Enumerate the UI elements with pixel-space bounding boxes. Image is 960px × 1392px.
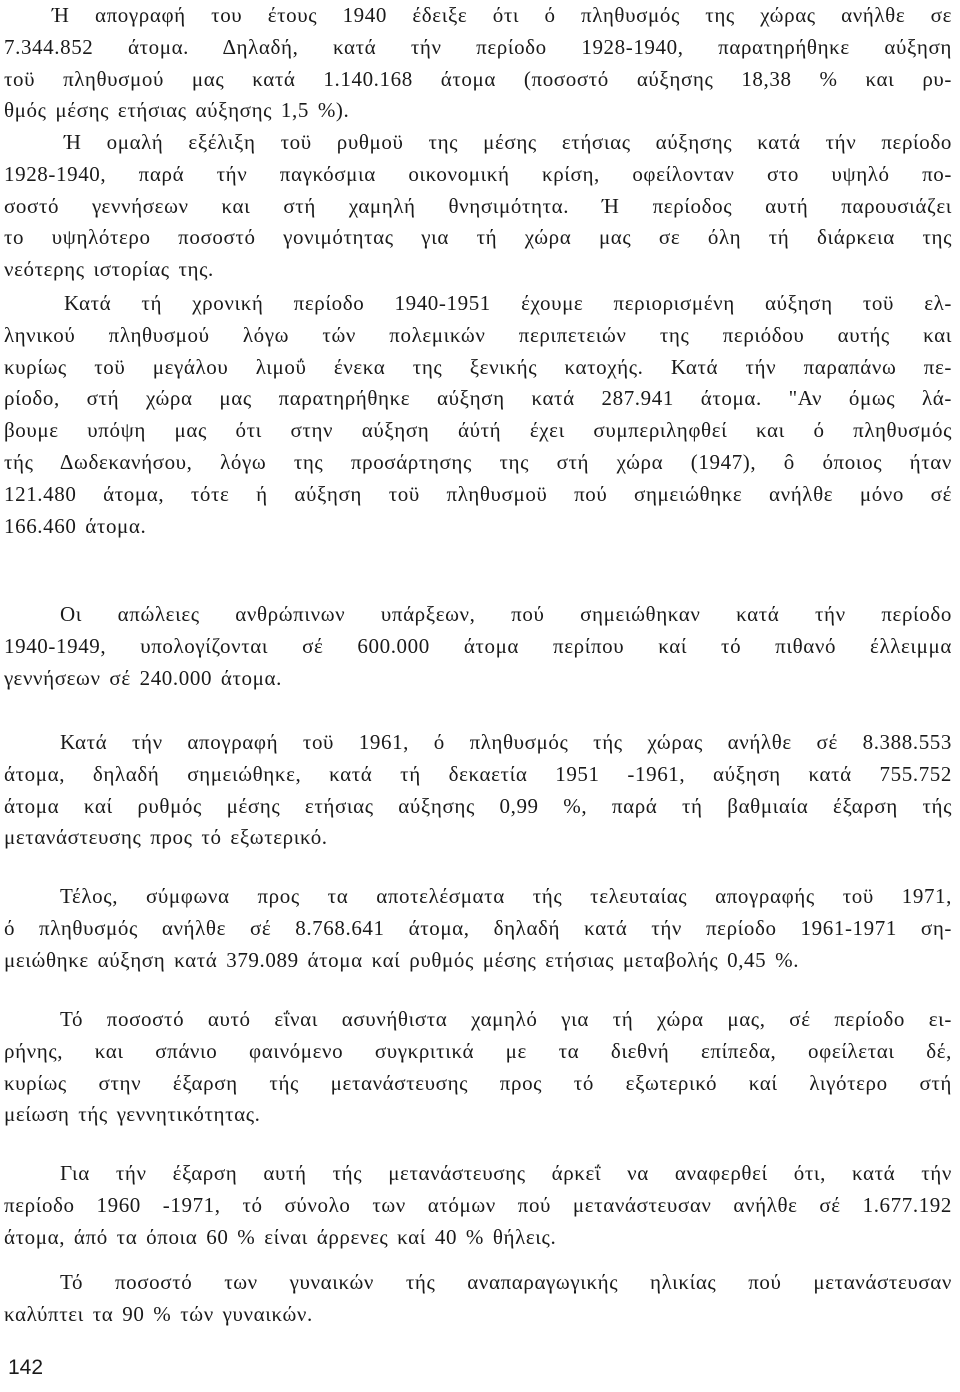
text-line: άτομα, άπό τα όποια 60 % είναι άρρενες καί 40 % θήλεις.: [4, 1224, 557, 1249]
text-line: ληνικού πληθυσμού λόγω τών πολεμικών περιπετειών της περιόδου αυτής και: [4, 322, 952, 347]
text-line: Τέλος, σύμφωνα προς τα αποτελέσματα τής τελευταίας απογραφής τοϋ 1971,: [60, 884, 952, 908]
text-line: Τό ποσοστό των γυναικών τής αναπαραγωγικής ηλικίας πού μετανάστευσαν: [60, 1270, 952, 1294]
text-line: τοϋ πληθυσμού μας κατά 1.140.168 άτομα (ποσοστό αύξησης 18,38 % και ρυ-: [4, 66, 952, 91]
paragraph: [4, 1004, 952, 1131]
text-line: Τό ποσοστό αυτό εΐναι ασυνήθιστα χαμηλό για τή χώρα μας, σέ περίοδο ει-: [60, 1007, 952, 1031]
text-line: Ή ομαλή εξέλιξη τοϋ ρυθμοϋ της μέσης ετήσιας αύξησης κατά τήν περίοδο: [64, 130, 952, 154]
text-line: 1928-1940, παρά τήν παγκόσμια οικονομική κρίση, οφείλονταν στο υψηλό πο-: [4, 161, 952, 186]
text-line: Κατά τήν απογραφή τοϋ 1961, ό πληθυσμός τής χώρας ανήλθε σέ 8.388.553: [60, 730, 952, 754]
paragraph: [4, 881, 952, 976]
text-line: κυρίως στην έξαρση τής μετανάστευσης προς τό εξωτερικό καί λιγότερο στή: [4, 1070, 952, 1095]
text-line: μείωση τής γεννητικότητας.: [4, 1102, 261, 1127]
text-line: Ή απογραφή του έτους 1940 έδειξε ότι ό πληθυσμός της χώρας ανήλθε σε: [52, 3, 952, 27]
text-line: άτομα καί ρυθμός μέσης ετήσιας αύξησης 0,99 %, παρά τή βαθμιαία έξαρση τής: [4, 793, 952, 818]
text-line: βουμε υπόψη μας ότι στην αύξηση άύτή έχει συμπεριληφθεί και ό πληθυσμός: [4, 418, 952, 443]
paragraph: [4, 599, 952, 694]
document-page: [4, 0, 952, 1392]
text-line: Οι απώλειες ανθρώπινων υπάρξεων, πού σημειώθηκαν κατά τήν περίοδο: [60, 602, 952, 626]
text-line: 1940-1949, υπολογίζονται σέ 600.000 άτομα περίπου καί τό πιθανό έλλειμμα: [4, 633, 952, 658]
text-line: σοστό γεννήσεων και στή χαμηλή θνησιμότητα. Ή περίοδος αυτή παρουσιάζει: [4, 193, 952, 218]
paragraph: [4, 1158, 952, 1253]
text-line: το υψηλότερο ποσοστό γονιμότητας για τή χώρα μας σε όλη τή διάρκεια της: [4, 225, 952, 250]
text-line: 166.460 άτομα.: [4, 513, 147, 538]
text-line: 7.344.852 άτομα. Δηλαδή, κατά τήν περίοδο 1928-1940, παρατηρήθηκε αύξηση: [4, 34, 952, 59]
page-number: 142: [8, 1356, 44, 1379]
text-line: τής Δωδεκανήσου, λόγω της προσάρτησης της στή χώρα (1947), ô όποιος ήταν: [4, 449, 952, 474]
text-line: άτομα, δηλαδή σημειώθηκε, κατά τή δεκαετία 1951 -1961, αύξηση κατά 755.752: [4, 761, 952, 786]
text-line: θμός μέσης ετήσιας αύξησης 1,5 %).: [4, 98, 350, 123]
text-line: γεννήσεων σέ 240.000 άτομα.: [4, 665, 282, 690]
text-line: καλύπτει τα 90 % τών γυναικών.: [4, 1301, 313, 1326]
paragraph: [4, 127, 952, 286]
text-line: Για τήν έξαρση αυτή τής μετανάστευσης άρκεΐ να αναφερθεί ότι, κατά τήν: [60, 1161, 952, 1185]
text-line: μειώθηκε αύξηση κατά 379.089 άτομα καί ρυθμός μέσης ετήσιας μεταβολής 0,45 %.: [4, 947, 800, 972]
paragraph: [4, 727, 952, 854]
paragraph: [4, 0, 952, 127]
text-line: ρήνης, και σπάνιο φαινόμενο συγκριτικά με τα διεθνή επίπεδα, οφείλεται δέ,: [4, 1038, 952, 1063]
text-line: κυρίως τοϋ μεγάλου λιμοΰ ένεκα της ξενικής κατοχής. Κατά τήν παραπάνω πε-: [4, 354, 952, 379]
paragraph: [4, 1267, 952, 1331]
text-line: ρίοδο, στή χώρα μας παρατηρήθηκε αύξηση κατά 287.941 άτομα. "Αν όμως λά-: [4, 386, 952, 411]
paragraph: [4, 288, 952, 542]
text-line: Κατά τή χρονική περίοδο 1940-1951 έχουμε περιορισμένη αύξηση τοϋ ελ-: [64, 291, 952, 315]
text-line: ό πληθυσμός ανήλθε σέ 8.768.641 άτομα, δηλαδή κατά τήν περίοδο 1961-1971 ση-: [4, 915, 952, 940]
text-line: περίοδο 1960 -1971, τό σύνολο των ατόμων πού μετανάστευσαν ανήλθε σέ 1.677.192: [4, 1192, 952, 1217]
text-line: 121.480 άτομα, τότε ή αύξηση τοϋ πληθυσμοϋ πού σημειώθηκε ανήλθε μόνο σέ: [4, 481, 952, 506]
text-line: μετανάστευσης προς τό εξωτερικό.: [4, 825, 328, 850]
text-line: νεότερης ιστορίας της.: [4, 257, 214, 282]
